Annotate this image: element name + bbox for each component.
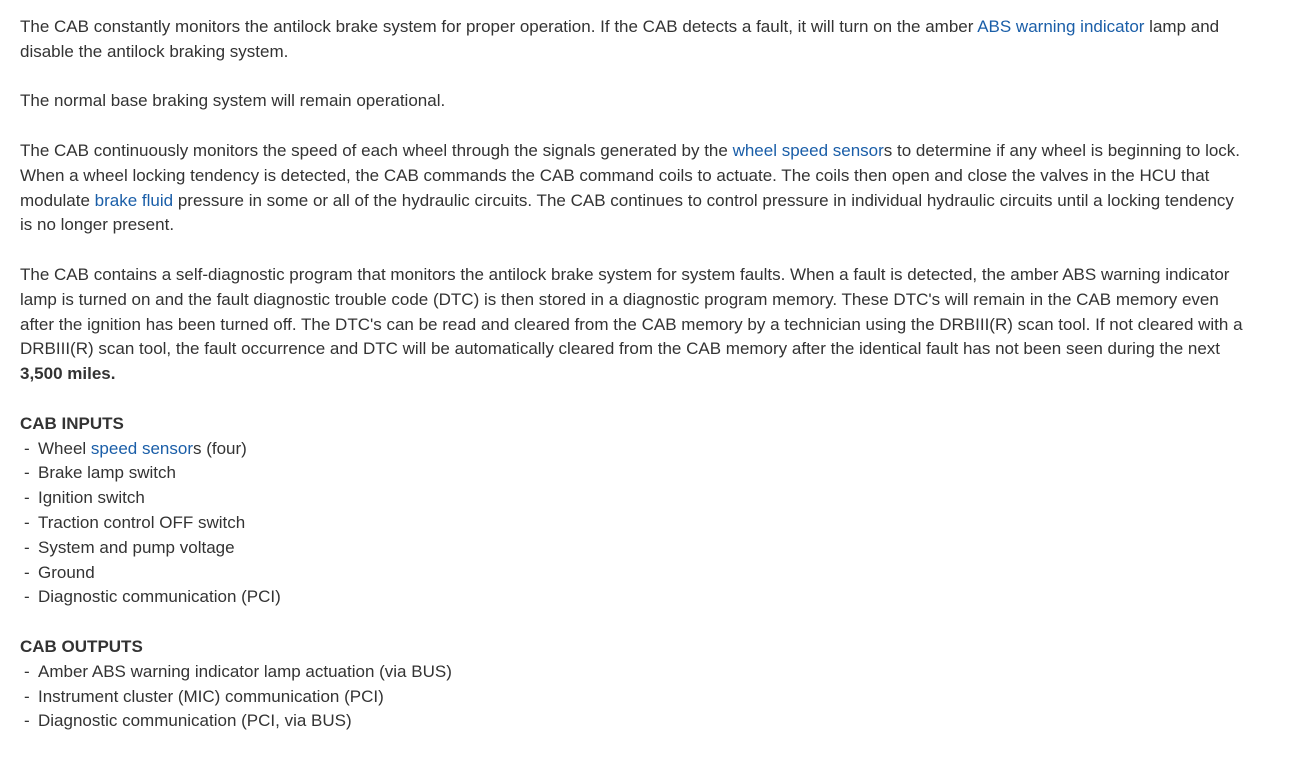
output-item-label: Amber ABS warning indicator lamp actuation (via BUS) xyxy=(38,661,452,681)
list-dash: - xyxy=(24,686,30,706)
list-item xyxy=(20,660,1250,685)
input-item-after: s (four) xyxy=(193,438,247,458)
list-item xyxy=(20,709,1250,734)
list-dash: - xyxy=(24,488,30,508)
cab-inputs-heading: CAB INPUTS xyxy=(20,413,124,433)
list-item xyxy=(20,511,1250,536)
input-item-label: Diagnostic communication (PCI) xyxy=(38,587,281,607)
paragraph-wheel-speed xyxy=(20,139,1250,238)
abs-warning-indicator-link[interactable]: ABS warning indicator xyxy=(977,17,1145,36)
output-item-label: Diagnostic communication (PCI, via BUS) xyxy=(38,711,352,731)
list-item xyxy=(20,486,1250,511)
input-item-label: Traction control OFF switch xyxy=(38,512,246,532)
wheel-speed-sensor-link[interactable]: wheel speed sensor xyxy=(732,140,884,160)
list-item xyxy=(20,461,1250,486)
cab-outputs-list xyxy=(20,660,1250,734)
cab-outputs-heading: CAB OUTPUTS xyxy=(20,636,143,656)
p4-text-before: The CAB contains a self-diagnostic program that monitors the antilock brake system for system faults. When a fault is detected, the amber ABS warning indicator lamp is turned on and the fault diagnostic trouble code (DTC) is then stored in a diagnostic program memory. These DTC's will remain in the CAB memory even after the ignition has been turned off. The DTC's can be read and cleared from the CAB memory by a technician using the DRBIII(R) scan tool. If not cleared with a DRBIII(R) scan tool, the fault occurrence and DTC will be automatically cleared from the CAB memory after the identical fault has not been seen during the next xyxy=(20,264,1243,359)
input-item-label: Brake lamp switch xyxy=(38,463,176,483)
input-item-label: Ignition switch xyxy=(38,488,145,508)
paragraph-cab-monitoring xyxy=(20,15,1250,65)
p3-text-after: pressure in some or all of the hydraulic circuits. The CAB continues to control pressure in individual hydraulic circuits until a locking tendency is no longer present. xyxy=(20,190,1234,235)
list-dash: - xyxy=(24,512,30,532)
list-dash: - xyxy=(24,463,30,483)
output-item-label: Instrument cluster (MIC) communication (PCI) xyxy=(38,686,384,706)
list-item xyxy=(20,437,1250,462)
p3-text-mid: s to determine if any wheel is beginning to lock. When a wheel locking tendency is detected, the CAB commands the CAB command coils to actuate. The coils then open and close the valves in the HCU that modulate xyxy=(20,140,1241,210)
list-dash: - xyxy=(24,438,30,458)
list-item xyxy=(20,585,1250,610)
p1-text-before: The CAB constantly monitors the antilock brake system for proper operation. If the CAB detects a fault, it will turn on the amber xyxy=(20,17,978,36)
speed-sensor-link[interactable]: speed sensor xyxy=(90,438,193,458)
list-dash: - xyxy=(24,537,30,557)
paragraph-self-diagnostic xyxy=(20,263,1250,387)
p1-text-after: lamp and disable the antilock braking system. xyxy=(20,17,1220,61)
input-item-label: System and pump voltage xyxy=(38,537,235,557)
cab-inputs-list xyxy=(20,437,1250,611)
list-dash: - xyxy=(24,587,30,607)
p4-mileage: 3,500 miles. xyxy=(20,364,116,384)
input-item-label: Ground xyxy=(38,562,95,582)
brake-fluid-link[interactable]: brake fluid xyxy=(94,190,174,210)
list-item xyxy=(20,685,1250,710)
list-item xyxy=(20,561,1250,586)
list-item xyxy=(20,536,1250,561)
article-content xyxy=(20,15,1250,759)
list-dash: - xyxy=(24,562,30,582)
p3-text-before: The CAB continuously monitors the speed of each wheel through the signals generated by the xyxy=(20,140,733,160)
input-item-before: Wheel xyxy=(38,438,91,458)
paragraph-base-braking: The normal base braking system will remain operational. xyxy=(20,91,446,111)
list-dash: - xyxy=(24,711,30,731)
list-dash: - xyxy=(24,661,30,681)
